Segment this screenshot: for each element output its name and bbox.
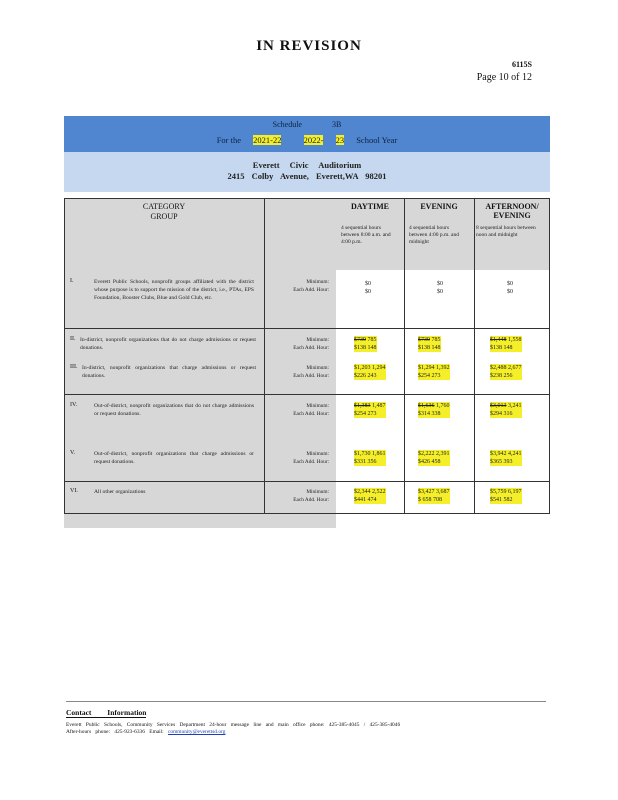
- row-evening: $2,222 2,391 $426 458: [418, 451, 450, 465]
- row-evening: $1,294 1,392 $254 273: [418, 365, 450, 379]
- doc-number: 6115S: [511, 60, 532, 69]
- row-desc: Out-of-district, nonprofit organizations that do not charge admissions or request donations.: [94, 403, 254, 417]
- row-afternoon: $3,942 4,241 $365 393: [490, 451, 522, 465]
- contact-info: [66, 701, 546, 735]
- schedule-code: 3B: [331, 120, 342, 129]
- year-end-a: 2022-: [303, 135, 324, 145]
- row-daytime: $1,730 1,861 $331 356: [354, 451, 386, 465]
- daytime-desc: 4 sequential hours between 8:00 a.m. and 4:00 p.m.: [341, 225, 391, 245]
- page-title: IN REVISION: [256, 38, 362, 54]
- row-daytime: $1,383 1,487 $254 273: [354, 403, 386, 417]
- row-daytime: $0 $0: [365, 281, 371, 295]
- page-number: Page 10 of 12: [476, 72, 532, 83]
- school-year: School Year: [356, 135, 398, 145]
- row-desc: Everett Public Schools, nonprofit groups affiliated with the district whose purpose is to support the mission of the district, i.e., PTAs, EPS Foundation, Booster Clubs, Blue and Gold Club, etc.: [94, 279, 254, 301]
- venue-address: 2415 Colby Avenue, Everett,WA 98201: [227, 171, 387, 181]
- row-afternoon: $2,488 2,677 $238 256: [490, 365, 522, 379]
- row-labels: Minimum: Each Add. Hour:: [293, 403, 329, 417]
- row-evening: $0 $0: [437, 281, 443, 295]
- schedule-banner: [64, 116, 550, 152]
- row-desc: Out-of-district, nonprofit organizations that charge admissions or request donations.: [94, 451, 254, 465]
- afternoon-header: AFTERNOON/ EVENING: [485, 202, 539, 220]
- row-num: IV.: [70, 402, 78, 408]
- row-afternoon: $1,448 1,558 $138 148: [490, 337, 522, 351]
- row-num: VI.: [70, 488, 78, 494]
- year-start: 2021-22: [253, 135, 282, 145]
- row-daytime: $739 785 $138 148: [354, 337, 377, 351]
- contact-line: Everett Public Schools, Community Services Department 24-hour message line and main office phone: 425-385-4045 / 425-385-4046: [66, 722, 401, 728]
- row-afternoon: $5,759 6,197 $541 582: [490, 489, 522, 503]
- year-end-b: 23: [335, 135, 345, 145]
- schedule-label: Schedule: [272, 120, 302, 129]
- row-labels: Minimum: Each Add. Hour:: [293, 279, 329, 293]
- contact-line-2: After-hours phone: 425-923-6336 Email: community@everettsd.org: [66, 729, 226, 735]
- row-desc: All other organizations: [94, 489, 146, 495]
- row-daytime: $1,203 1,294 $226 243: [354, 365, 386, 379]
- fee-table: [64, 198, 550, 514]
- row-daytime: $2,344 2,522 $441 474: [354, 489, 386, 503]
- venue-name: Everett Civic Auditorium: [252, 160, 362, 170]
- row-labels: Minimum: Each Add. Hour:: [293, 337, 329, 351]
- row-afternoon: $0 $0: [507, 281, 513, 295]
- category-header: CATEGORY GROUP: [142, 202, 186, 221]
- row-evening: $739 785 $138 148: [418, 337, 441, 351]
- row-desc: In-district, nonprofit organizations that do not charge admissions or request donations.: [80, 337, 256, 351]
- row-num: II.: [70, 336, 76, 342]
- email-link[interactable]: community@everettsd.org: [168, 729, 226, 735]
- row-num: V.: [70, 450, 76, 456]
- row-afternoon: $3,013 3,241 $294 316: [490, 403, 522, 417]
- row-evening: $1,636 1,760 $314 338: [418, 403, 450, 417]
- evening-desc: 4 sequential hours between 4:00 p.m. and midnight: [409, 225, 459, 245]
- evening-header: EVENING: [420, 202, 458, 211]
- row-num: I.: [70, 278, 74, 284]
- daytime-header: DAYTIME: [351, 202, 389, 211]
- contact-heading: Contact Information: [66, 708, 147, 717]
- row-labels: Minimum: Each Add. Hour:: [293, 365, 329, 379]
- schedule-for: For the: [216, 135, 242, 145]
- row-evening: $3,427 3,687 $ 658 708: [418, 489, 450, 503]
- afternoon-desc: 8 sequential hours between noon and midnight: [476, 225, 536, 238]
- row-num: III.: [70, 364, 78, 370]
- venue-banner: [64, 152, 550, 192]
- row-labels: Minimum: Each Add. Hour:: [293, 451, 329, 465]
- row-desc: In-district, nonprofit organizations that charge admissions or request donations.: [82, 365, 256, 379]
- row-labels: Minimum: Each Add. Hour:: [293, 489, 329, 503]
